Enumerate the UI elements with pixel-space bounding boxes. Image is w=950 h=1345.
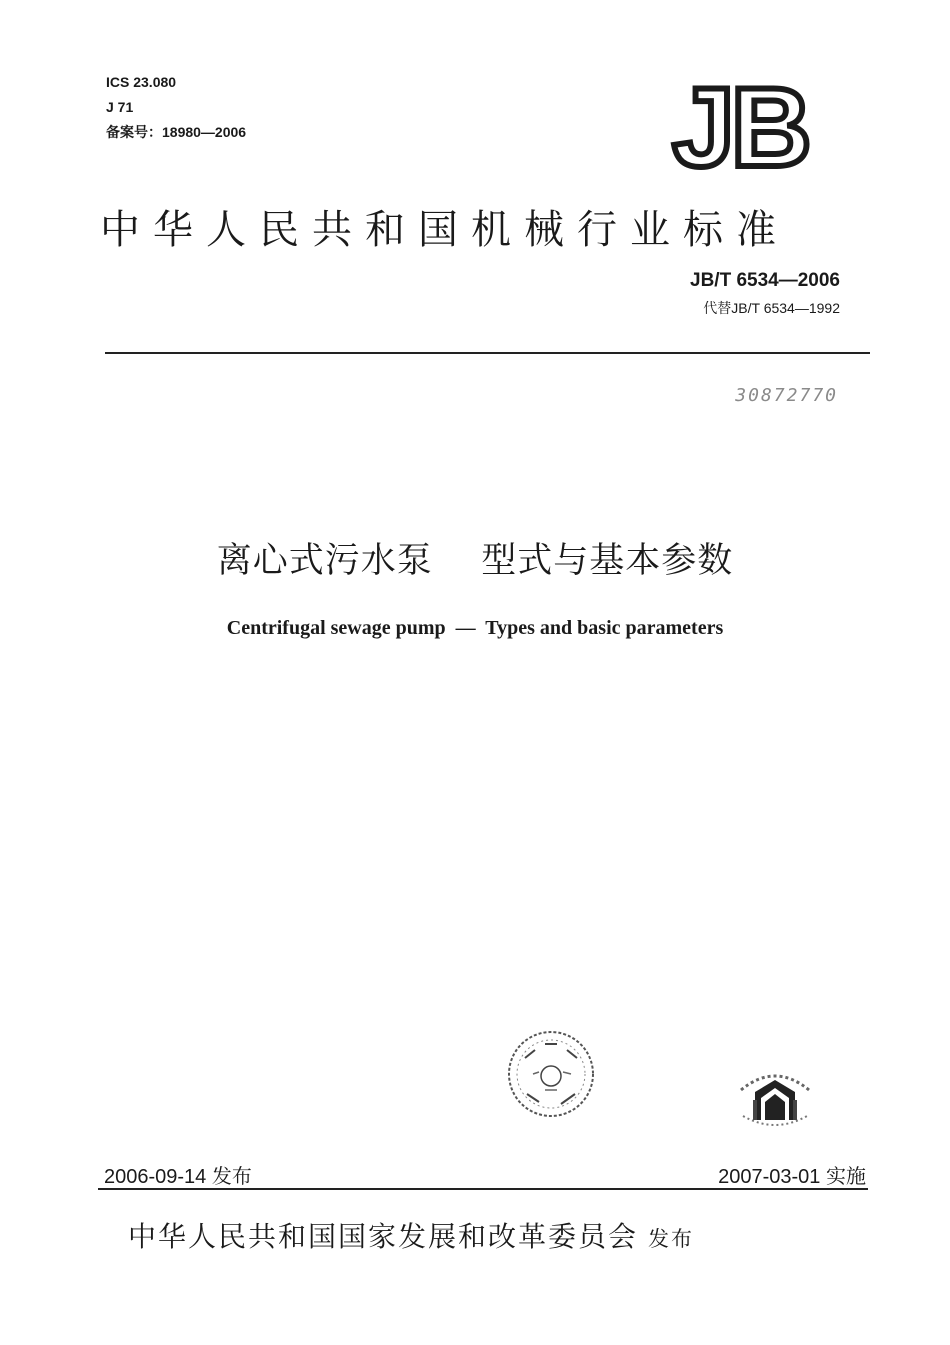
round-seal-stamp (505, 1028, 597, 1120)
jb-logo (650, 80, 830, 172)
filing-number: 备案号：18980—2006 (106, 124, 247, 140)
publisher-emblem-icon (735, 1060, 815, 1132)
publisher-organization: 中华人民共和国国家发展和改革委员会 (128, 1220, 639, 1253)
standard-code-block (690, 270, 840, 318)
footer-divider (98, 1188, 868, 1190)
standard-category-title: 中华人民共和国机械行业标准 (100, 207, 789, 253)
jb-logo-text: JB (672, 80, 808, 172)
classification-block (106, 70, 246, 145)
ics-code: ICS 23.080 (106, 74, 177, 90)
publisher-action: 发布 (648, 1227, 695, 1251)
standard-number: JB/T 6534—2006 (690, 270, 840, 291)
document-title-chinese: 离心式污水泵 型式与基本参数 (216, 541, 734, 581)
header-divider (105, 352, 870, 354)
publisher-line (128, 1215, 694, 1255)
serial-stamp: 30872770 (735, 385, 838, 406)
ccs-code: J 71 (106, 99, 134, 115)
effective-date: 2007-03-01 实施 (718, 1166, 866, 1188)
document-title-english: Centrifugal sewage pump — Types and basic parameters (226, 617, 724, 639)
replaces-standard: 代替JB/T 6534—1992 (703, 300, 840, 316)
issue-date: 2006-09-14 发布 (104, 1166, 252, 1188)
